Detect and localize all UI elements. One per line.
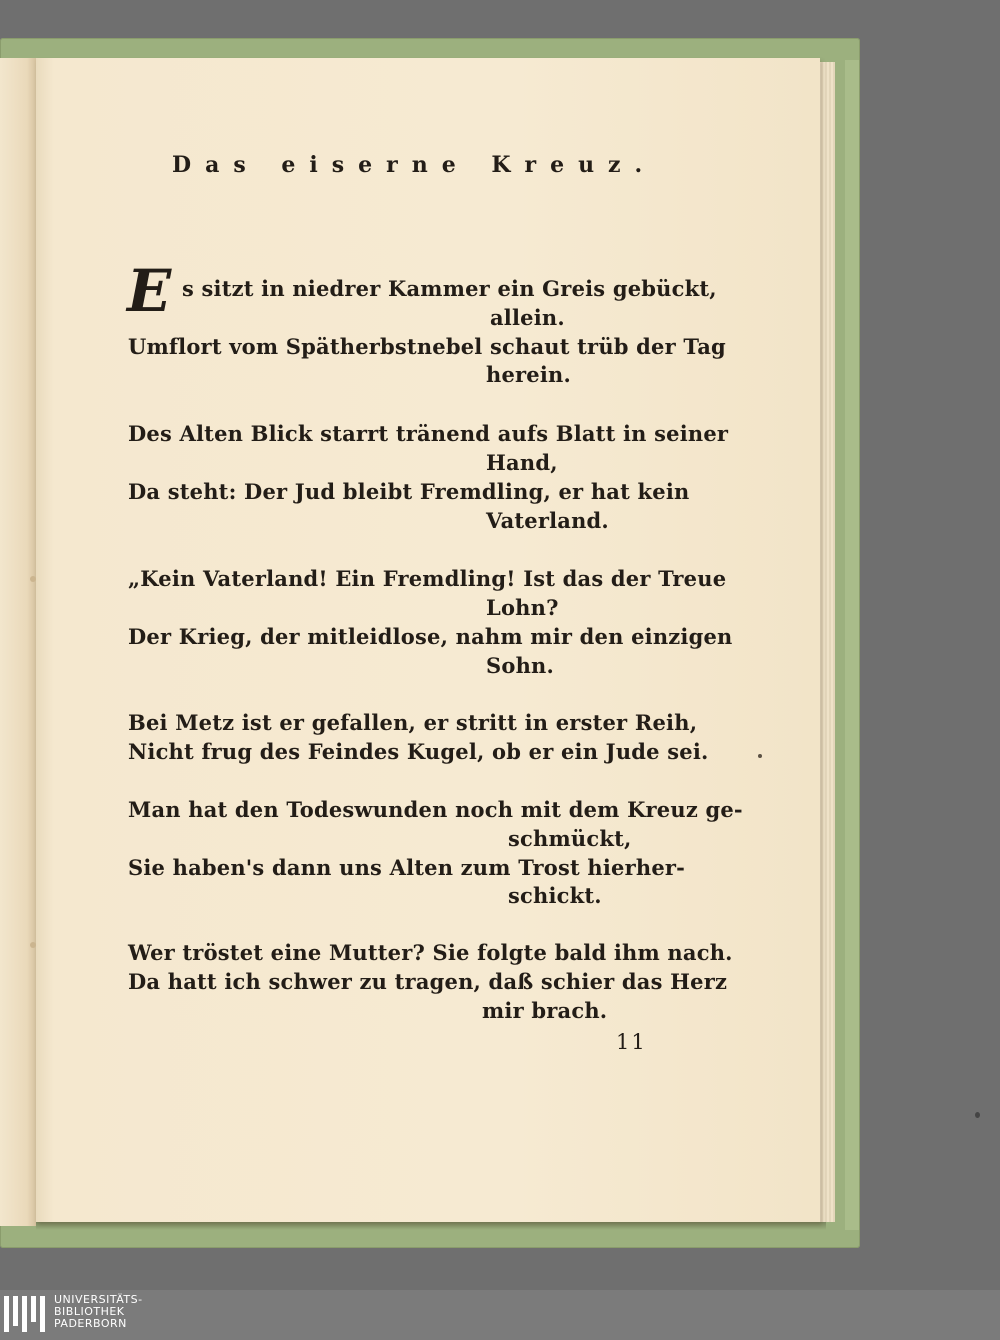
library-logo-text xyxy=(54,1294,143,1330)
library-logo-icon xyxy=(4,1296,46,1332)
poem-line: Des Alten Blick starrt tränend aufs Blatt in seiner xyxy=(128,421,729,446)
poem-line: Nicht frug des Feindes Kugel, ob er ein Jude sei. xyxy=(128,739,709,764)
poem-line-continuation: allein. xyxy=(490,305,565,330)
poem-line: Da hatt ich schwer zu tragen, daß schier das Herz xyxy=(128,969,728,994)
poem-line-continuation: herein. xyxy=(486,362,572,387)
facing-page xyxy=(0,58,36,1226)
drop-cap-initial: E xyxy=(127,257,172,325)
poem-line: „Kein Vaterland! Ein Fremdling! Ist das der Treue xyxy=(128,566,727,591)
poem-line-continuation: schickt. xyxy=(508,883,602,908)
footer-bar xyxy=(0,1290,1000,1340)
poem-line-continuation: Lohn? xyxy=(486,595,559,620)
logo-line: BIBLIOTHEK xyxy=(54,1305,125,1318)
poem-line: Man hat den Todeswunden noch mit dem Kreuz ge- xyxy=(128,797,743,822)
poem-line: Der Krieg, der mitleidlose, nahm mir den einzigen xyxy=(128,624,733,649)
poem-title: Das eiserne Kreuz. xyxy=(172,152,657,178)
poem-line-continuation: mir brach. xyxy=(482,998,608,1023)
poem-line-continuation: Sohn. xyxy=(486,653,555,678)
poem-line: Wer tröstet eine Mutter? Sie folgte bald ihm nach. xyxy=(128,940,733,965)
binding-stitch xyxy=(30,576,36,582)
poem-line: Umflort vom Spätherbstnebel schaut trüb der Tag xyxy=(128,334,726,359)
poem-line: Sie haben's dann uns Alten zum Trost hierher- xyxy=(128,855,686,880)
binding-stitch xyxy=(30,942,36,948)
poem-line-continuation: schmückt, xyxy=(508,826,632,851)
poem-line: Da steht: Der Jud bleibt Fremdling, er hat kein xyxy=(128,479,690,504)
poem-line: s sitzt in niedrer Kammer ein Greis gebückt, xyxy=(182,276,717,301)
logo-line: PADERBORN xyxy=(54,1317,127,1330)
book-cover-edge xyxy=(845,60,859,1230)
paper-speck xyxy=(758,754,762,758)
poem-line: Bei Metz ist er gefallen, er stritt in erster Reih, xyxy=(128,710,698,735)
logo-line: UNIVERSITÄTS- xyxy=(54,1293,143,1306)
page-number: 11 xyxy=(616,1030,647,1054)
poem-line-continuation: Hand, xyxy=(486,450,558,475)
paper-speck xyxy=(975,1112,980,1118)
poem-line-continuation: Vaterland. xyxy=(486,508,609,533)
page-bottom-shadow xyxy=(36,1222,826,1230)
